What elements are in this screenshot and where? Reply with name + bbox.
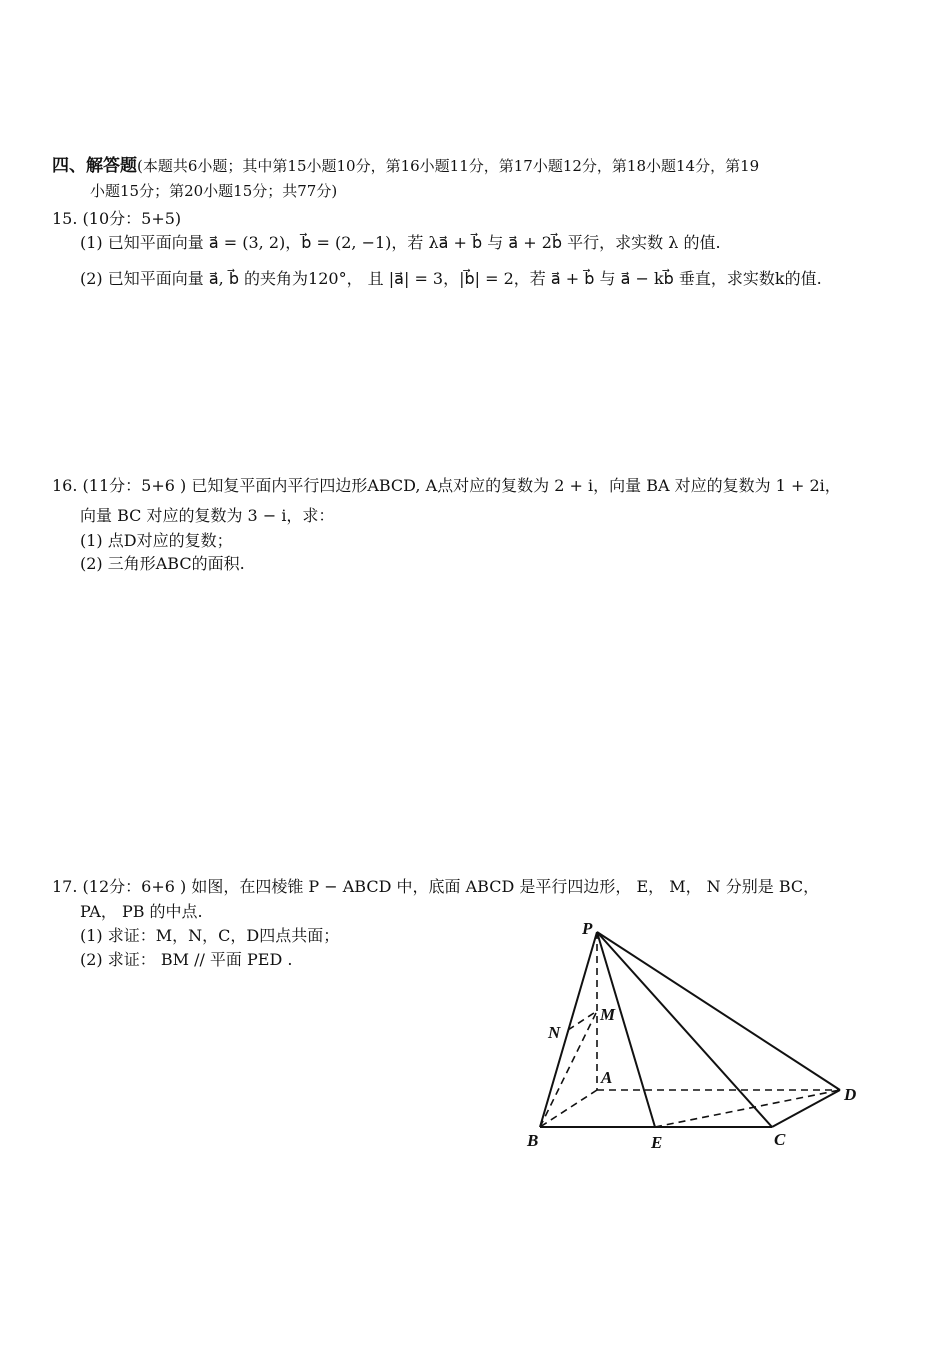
q16-line2: 向量 BC 对应的复数为 3 − i，求： (80, 506, 335, 525)
q17-part1: (1) 求证：M，N，C，D四点共面； (80, 926, 340, 945)
edge-pe (597, 932, 655, 1127)
q16-part2: (2) 三角形ABC的面积. (80, 554, 245, 573)
edge-ed (655, 1090, 840, 1127)
label-d: D (844, 1085, 857, 1104)
section-note-line1: (本题共6小题；其中第15小题10分，第16小题11分，第17小题12分，第18小题14分，第19 (137, 157, 760, 175)
edge-cd (772, 1090, 840, 1127)
label-b: B (527, 1131, 539, 1150)
q16-line1: 16. (11分：5+6 ) 已知复平面内平行四边形ABCD, A点对应的复数为 2 + i，向量 BA 对应的复数为 1 + 2i， (52, 476, 841, 495)
label-e: E (651, 1133, 663, 1152)
q16-part1: (1) 点D对应的复数； (80, 531, 233, 550)
section-note-line2: 小题15分；第20小题15分；共77分) (90, 182, 338, 200)
label-n: N (548, 1023, 561, 1042)
q17-line1: 17. (12分：6+6 ) 如图，在四棱锥 P − ABCD 中，底面 ABCD 是平行四边形， E， M， N 分别是 BC， (52, 877, 820, 896)
label-m: M (600, 1005, 616, 1024)
q15-number: 15. (10分：5+5) (52, 209, 182, 228)
label-p: P (582, 919, 593, 938)
label-c: C (774, 1130, 786, 1149)
q15-part2: (2) 已知平面向量 a⃗, b⃗ 的夹角为120°， 且 |a⃗| = 3，|b⃗| = 2，若 a⃗ + b⃗ 与 a⃗ − kb⃗ 垂直，求实数k的值. (80, 269, 822, 288)
label-a: A (601, 1068, 613, 1087)
q17-line2: PA， PB 的中点. (80, 902, 203, 921)
q17-part2: (2) 求证： BM // 平面 PED . (80, 950, 293, 969)
q15-part1: (1) 已知平面向量 a⃗ = (3, 2)，b⃗ = (2, −1)，若 λa⃗ + b⃗ 与 a⃗ + 2b⃗ 平行，求实数 λ 的值. (80, 233, 721, 252)
section-header: 四、解答题 (52, 156, 137, 176)
